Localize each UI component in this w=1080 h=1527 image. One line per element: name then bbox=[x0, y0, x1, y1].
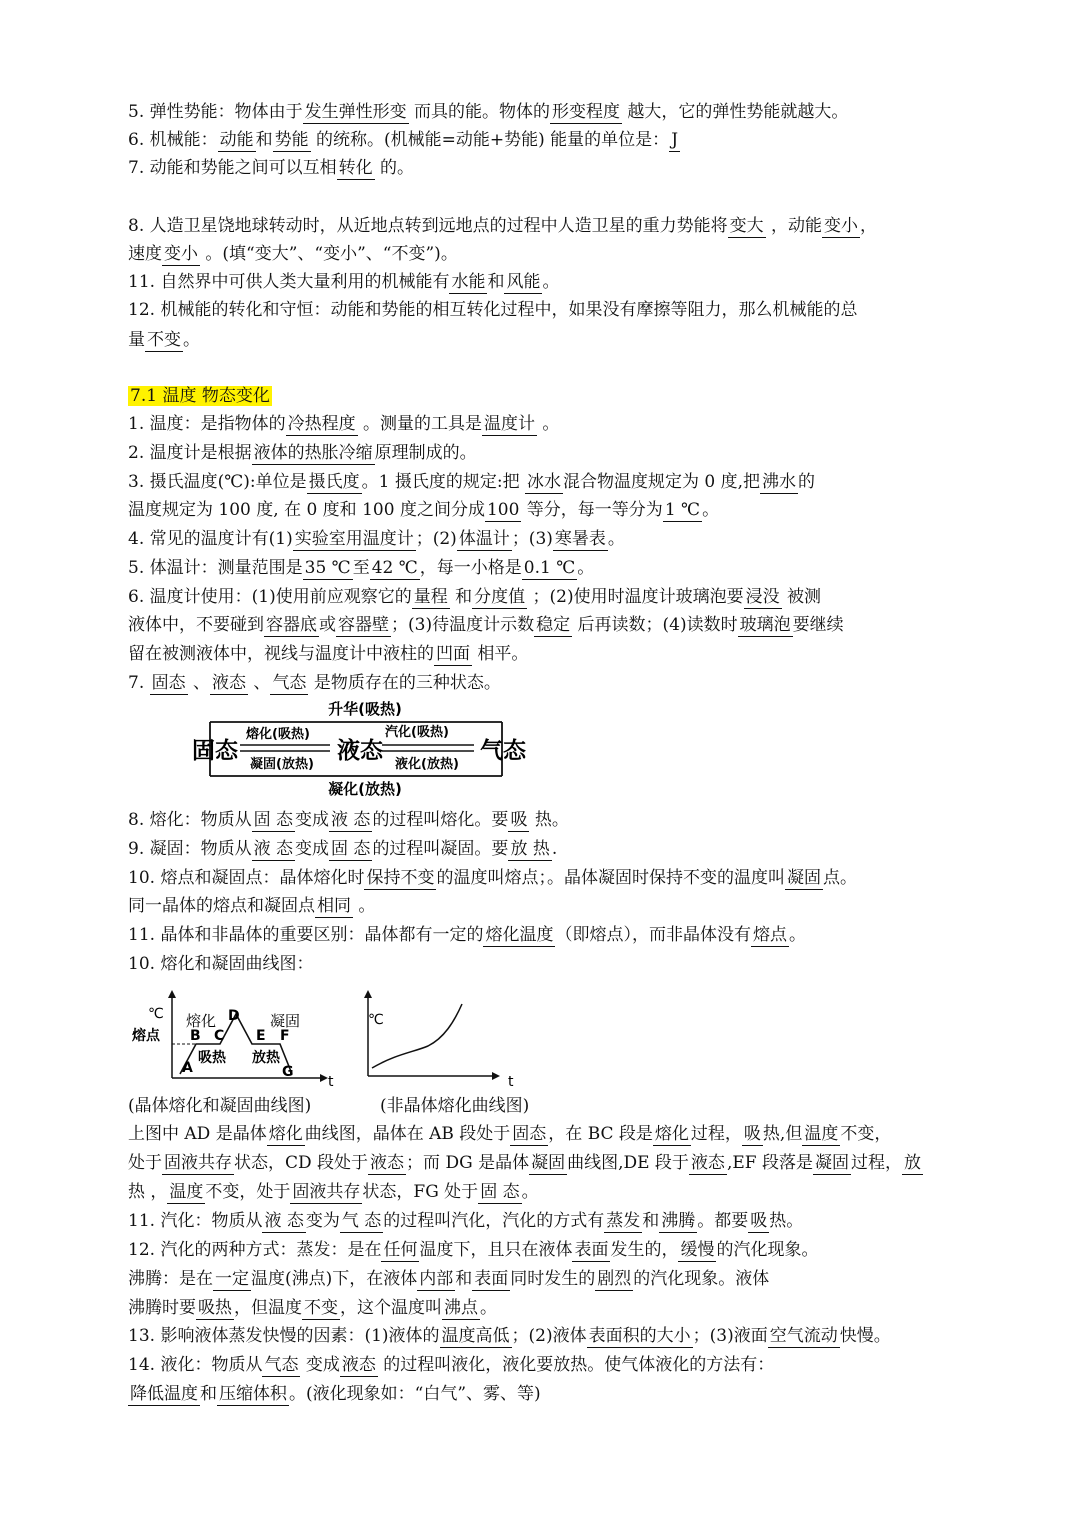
graph1-t: t bbox=[328, 1074, 334, 1088]
text-line bbox=[128, 642, 528, 666]
text-line bbox=[128, 1238, 818, 1262]
line-text: 和 bbox=[487, 272, 505, 292]
text-line bbox=[128, 1353, 774, 1377]
text-line bbox=[128, 894, 375, 918]
text-line bbox=[128, 498, 719, 522]
line-text: 状态，CD 段处于 bbox=[234, 1153, 369, 1173]
answer-blank: 沸腾 bbox=[661, 1211, 696, 1231]
graph1-unit: ℃ bbox=[148, 1006, 164, 1022]
answer-blank: 液态 bbox=[341, 1355, 376, 1375]
line-text: 2. 温度计是根据 bbox=[128, 443, 252, 463]
answer-blank: 100 bbox=[486, 500, 520, 520]
phase-solid-label: 固态 bbox=[192, 738, 238, 764]
answer-blank: J bbox=[671, 130, 679, 150]
line-text: 。(液化现象如：“白气”、雾、等) bbox=[289, 1384, 541, 1404]
line-text: 是物质存在的三种状态。 bbox=[308, 673, 501, 693]
line-text: 6. 温度计使用：(1)使用前应观察它的 bbox=[128, 587, 412, 607]
text-line bbox=[128, 1209, 803, 1233]
line-text: 和 bbox=[449, 587, 473, 607]
text-line bbox=[128, 214, 877, 238]
line-text: 11. 汽化：物质从 bbox=[128, 1211, 263, 1231]
answer-blank: 玻璃泡 bbox=[739, 615, 791, 635]
line-text: 留在被测液体中，视线与温度计中液柱的 bbox=[128, 644, 434, 664]
line-text: ，这个温度叫 bbox=[340, 1298, 442, 1318]
line-text: ；(2)使用时温度计玻璃泡要 bbox=[527, 587, 744, 607]
text-line bbox=[128, 270, 559, 294]
answer-blank: 发生弹性形变 bbox=[304, 102, 407, 122]
line-text: 速度 bbox=[128, 244, 162, 264]
line-text: 。 bbox=[537, 414, 560, 434]
text-line bbox=[128, 923, 806, 947]
line-text: 沸腾时要 bbox=[128, 1298, 196, 1318]
line-text: 6. 机械能： bbox=[128, 130, 218, 150]
line-text: 曲线图，晶体在 AB 段处于 bbox=[304, 1124, 511, 1144]
line-text: 的统称。(机械能=动能+势能) 能量的单位是： bbox=[310, 130, 670, 150]
line-text: 。 bbox=[607, 529, 625, 549]
line-text: 。 bbox=[577, 558, 595, 578]
line-text: 的过程叫熔化。要 bbox=[372, 810, 509, 830]
answer-blank: 表面 bbox=[574, 1240, 609, 1260]
line-text: 。都要 bbox=[697, 1211, 749, 1231]
answer-blank: 放 bbox=[903, 1153, 921, 1173]
answer-blank: 变大 bbox=[729, 216, 764, 236]
answer-blank: 液体的热胀冷缩 bbox=[253, 443, 373, 463]
answer-blank: 0.1 ℃ bbox=[523, 558, 576, 578]
answer-blank: 吸 bbox=[510, 810, 528, 830]
text-line bbox=[128, 128, 680, 152]
text-line bbox=[128, 156, 414, 180]
answer-blank: 摄氏度 bbox=[308, 472, 360, 492]
line-text: 8. 熔化：物质从 bbox=[128, 810, 252, 830]
text-line bbox=[128, 298, 857, 322]
line-text: ，但温度 bbox=[234, 1298, 302, 1318]
text-line bbox=[128, 100, 848, 124]
graph1-mp: 熔点 bbox=[132, 1028, 160, 1044]
line-text: 混合物温度规定为 0 度,把 bbox=[563, 472, 761, 492]
text-line bbox=[128, 242, 458, 266]
line-text: ；(3)待温度计示数 bbox=[391, 615, 535, 635]
answer-blank: 固态 bbox=[512, 1124, 547, 1144]
line-text: 和 bbox=[642, 1211, 660, 1231]
line-text: 3. 摄氏温度(℃):单位是 bbox=[128, 472, 307, 492]
answer-blank: 形变程度 bbox=[552, 102, 621, 122]
line-text: 5. 体温计：测量范围是 bbox=[128, 558, 303, 578]
line-text: 9. 凝固：物质从 bbox=[128, 839, 252, 859]
text-line bbox=[128, 613, 844, 637]
answer-blank: 凝固 bbox=[814, 1153, 849, 1173]
text-line bbox=[128, 671, 501, 695]
answer-blank: 任何 bbox=[383, 1240, 418, 1260]
line-text: 和 bbox=[455, 1269, 473, 1289]
line-text: 量 bbox=[128, 330, 145, 350]
text-line bbox=[128, 1324, 891, 1348]
line-text: 温度(沸点)下，在液体 bbox=[251, 1269, 418, 1289]
answer-blank: 吸 bbox=[750, 1211, 768, 1231]
line-text: 越大，它的弹性势能就越大。 bbox=[622, 102, 849, 122]
line-text: 等分，每一等分为 bbox=[521, 500, 663, 520]
graph1-freeze: 凝固 bbox=[270, 1012, 301, 1030]
line-text: 变成 bbox=[295, 810, 330, 830]
line-text: ；(2)液体 bbox=[511, 1326, 587, 1346]
line-text: 变为 bbox=[305, 1211, 340, 1231]
line-text: ，动能 bbox=[765, 216, 823, 236]
line-text: ，在 BC 段是 bbox=[548, 1124, 653, 1144]
graph1-caption: (晶体熔化和凝固曲线图) bbox=[128, 1096, 312, 1116]
answer-blank: 固 态 bbox=[480, 1182, 520, 1202]
line-text: 。(填“变大”、“变小”、“不变”)。 bbox=[200, 244, 458, 264]
graph2-unit: ℃ bbox=[368, 1012, 384, 1028]
answer-blank: 熔化 bbox=[654, 1124, 689, 1144]
line-text: 原理制成的。 bbox=[374, 443, 477, 463]
answer-blank: 气态 bbox=[264, 1355, 299, 1375]
line-text: ；(2) bbox=[415, 529, 457, 549]
answer-blank: 42 ℃ bbox=[371, 558, 418, 578]
answer-blank: 固液共存 bbox=[164, 1153, 232, 1173]
line-text: 和 bbox=[200, 1384, 217, 1404]
crystal-melting-graph bbox=[128, 988, 338, 1088]
answer-blank: 转化 bbox=[338, 158, 373, 178]
answer-blank: 熔化温度 bbox=[485, 925, 554, 945]
line-text: 。测量的工具是 bbox=[357, 414, 483, 434]
line-text: 的汽化现象。液体 bbox=[633, 1269, 770, 1289]
line-text: 12. 汽化的两种方式：蒸发：是在 bbox=[128, 1240, 382, 1260]
line-text: ；(3) bbox=[511, 529, 553, 549]
answer-blank: 固液共存 bbox=[292, 1182, 361, 1202]
answer-blank: 表面 bbox=[474, 1269, 509, 1289]
section-title-text: 7.1 温度 物态变化 bbox=[130, 386, 270, 406]
amorphous-melting-graph bbox=[356, 988, 526, 1088]
answer-blank: 体温计 bbox=[458, 529, 510, 549]
line-text: 14. 液化：物质从 bbox=[128, 1355, 263, 1375]
line-text: 液体中，不要碰到 bbox=[128, 615, 264, 635]
freeze-label: 凝固(放热) bbox=[250, 757, 314, 772]
line-text: 12. 机械能的转化和守恒：动能和势能的相互转化过程中，如果没有摩擦等阻力，那么机械能的总 bbox=[128, 300, 858, 320]
line-text: 。 bbox=[183, 330, 200, 350]
answer-blank: 水能 bbox=[451, 272, 486, 292]
line-text: 过程， bbox=[850, 1153, 902, 1173]
answer-blank: 内部 bbox=[419, 1269, 454, 1289]
line-text: 13. 影响液体蒸发快慢的因素：(1)液体的 bbox=[128, 1326, 440, 1346]
line-text: 变成 bbox=[300, 1355, 340, 1375]
graph1-absorb: 吸热 bbox=[198, 1050, 226, 1066]
answer-blank: 吸 bbox=[743, 1124, 761, 1144]
answer-blank: 液 态 bbox=[264, 1211, 304, 1231]
answer-blank: 温度 bbox=[169, 1182, 204, 1202]
answer-blank: 保持不变 bbox=[366, 868, 435, 888]
text-line bbox=[128, 837, 557, 861]
answer-blank: 放 热 bbox=[510, 839, 550, 859]
answer-blank: 分度值 bbox=[474, 587, 526, 607]
graph2-caption: (非晶体熔化曲线图) bbox=[380, 1096, 530, 1116]
line-text: 7. bbox=[128, 673, 150, 693]
phase-top-label: 升华(吸热) bbox=[328, 700, 402, 718]
answer-blank: 空气流动 bbox=[769, 1326, 838, 1346]
answer-blank: 1 ℃ bbox=[664, 500, 701, 520]
line-text: 后再读数；(4)读数时 bbox=[572, 615, 738, 635]
graph1-melt: 熔化 bbox=[186, 1012, 217, 1030]
answer-blank: 凝固 bbox=[531, 1153, 566, 1173]
line-text: （即熔点），而非晶体没有 bbox=[555, 925, 751, 945]
answer-blank: 剧烈 bbox=[597, 1269, 632, 1289]
answer-blank: 降低温度 bbox=[130, 1384, 198, 1404]
answer-blank: 风能 bbox=[506, 272, 541, 292]
line-text: . bbox=[551, 839, 558, 859]
text-line bbox=[128, 470, 815, 494]
line-text: 。 bbox=[702, 500, 720, 520]
phase-gas-label: 气态 bbox=[480, 738, 526, 764]
answer-blank: 不变 bbox=[304, 1298, 338, 1318]
line-text: 11. 自然界中可供人类大量利用的机械能有 bbox=[128, 272, 450, 292]
answer-blank: 温度计 bbox=[484, 414, 536, 434]
line-text: 上图中 AD 是晶体 bbox=[128, 1124, 267, 1144]
answer-blank: 冰水 bbox=[527, 472, 561, 492]
phase-change-diagram bbox=[190, 698, 530, 800]
line-text: 相平。 bbox=[472, 644, 529, 664]
line-text: 温度下，且只在液体 bbox=[419, 1240, 573, 1260]
answer-blank: 缓慢 bbox=[680, 1240, 715, 1260]
line-text: 、 bbox=[187, 673, 211, 693]
text-line bbox=[128, 1296, 497, 1320]
line-text: 同一晶体的熔点和凝固点 bbox=[128, 896, 315, 916]
line-text: 。 bbox=[353, 896, 376, 916]
answer-blank: 不变 bbox=[147, 330, 181, 350]
text-line bbox=[128, 441, 477, 465]
text-line bbox=[128, 952, 313, 976]
answer-blank: 实验室用温度计 bbox=[294, 529, 414, 549]
melt-label: 熔化(吸热) bbox=[246, 727, 310, 742]
answer-blank: 凝固 bbox=[786, 868, 821, 888]
line-text: ，每一小格是 bbox=[419, 558, 522, 578]
point-B: B bbox=[190, 1028, 201, 1044]
text-line bbox=[128, 866, 857, 890]
answer-blank: 相同 bbox=[317, 896, 351, 916]
answer-blank: 变小 bbox=[164, 244, 198, 264]
line-text: ， bbox=[860, 216, 878, 236]
line-text: 热。 bbox=[769, 1211, 804, 1231]
line-text: 的温度叫熔点；。晶体凝固时保持不变的温度叫 bbox=[436, 868, 785, 888]
line-text: 、 bbox=[248, 673, 271, 693]
line-text: 处于 bbox=[128, 1153, 162, 1173]
condense-label: 液化(放热) bbox=[395, 757, 459, 772]
line-text: 要继续 bbox=[792, 615, 844, 635]
phase-liquid-label: 液态 bbox=[337, 738, 383, 764]
line-text: 而具的能。物体的 bbox=[408, 102, 551, 122]
line-text: 10. 熔化和凝固曲线图： bbox=[128, 954, 314, 974]
answer-blank: 量程 bbox=[413, 587, 448, 607]
line-text: 变成 bbox=[295, 839, 330, 859]
answer-blank: 气态 bbox=[272, 673, 307, 693]
line-text: 11. 晶体和非晶体的重要区别：晶体都有一定的 bbox=[128, 925, 484, 945]
phase-bottom-label: 凝化(放热) bbox=[328, 780, 402, 798]
text-line bbox=[128, 808, 569, 832]
point-G: G bbox=[282, 1064, 294, 1080]
line-text: 5. 弹性势能：物体由于 bbox=[128, 102, 303, 122]
point-C: C bbox=[214, 1028, 225, 1044]
answer-blank: 沸点 bbox=[444, 1298, 478, 1318]
line-text: 和 bbox=[255, 130, 273, 150]
answer-blank: 固 态 bbox=[253, 810, 294, 830]
line-text: 的 bbox=[798, 472, 816, 492]
line-text: 。 bbox=[480, 1298, 497, 1318]
text-line bbox=[128, 328, 200, 352]
answer-blank: 液态 bbox=[690, 1153, 725, 1173]
line-text: 发生的， bbox=[610, 1240, 679, 1260]
answer-blank: 凹面 bbox=[436, 644, 470, 664]
point-E: E bbox=[256, 1028, 266, 1044]
answer-blank: 蒸发 bbox=[606, 1211, 641, 1231]
line-text: 沸腾：是在 bbox=[128, 1269, 213, 1289]
graph1-release: 放热 bbox=[252, 1050, 280, 1066]
point-D: D bbox=[228, 1008, 240, 1024]
line-text: 热 ， bbox=[128, 1182, 168, 1202]
text-line bbox=[128, 1267, 769, 1291]
line-text: 的。 bbox=[374, 158, 415, 178]
answer-blank: 变小 bbox=[824, 216, 859, 236]
text-line bbox=[128, 585, 821, 609]
line-text: 的汽化现象。 bbox=[716, 1240, 819, 1260]
answer-blank: 表面积的大小 bbox=[588, 1326, 691, 1346]
text-line bbox=[128, 1180, 539, 1204]
answer-blank: 液 态 bbox=[253, 839, 294, 859]
line-text: 或 bbox=[319, 615, 336, 635]
answer-blank: 固态 bbox=[151, 673, 186, 693]
line-text: 的过程叫汽化，汽化的方式有 bbox=[383, 1211, 605, 1231]
answer-blank: 稳定 bbox=[536, 615, 571, 635]
line-text: 过程， bbox=[690, 1124, 742, 1144]
answer-blank: 液态 bbox=[370, 1153, 405, 1173]
line-text: 的过程叫凝固。要 bbox=[372, 839, 509, 859]
text-line bbox=[128, 556, 594, 580]
answer-blank: 动能 bbox=[219, 130, 254, 150]
line-text: 。 bbox=[788, 925, 806, 945]
line-text: 同时发生的 bbox=[510, 1269, 596, 1289]
line-text: 至 bbox=[352, 558, 370, 578]
text-line bbox=[128, 1382, 541, 1406]
answer-blank: 液 态 bbox=[331, 810, 371, 830]
answer-blank: 熔点 bbox=[752, 925, 787, 945]
answer-blank: 液态 bbox=[212, 673, 247, 693]
graph2-t: t bbox=[508, 1074, 514, 1088]
answer-blank: 势能 bbox=[274, 130, 309, 150]
answer-blank: 温度 bbox=[804, 1124, 839, 1144]
line-text: 7. 动能和势能之间可以互相 bbox=[128, 158, 337, 178]
answer-blank: 气 态 bbox=[341, 1211, 382, 1231]
line-text: 不变， bbox=[840, 1124, 892, 1144]
line-text: 。1 摄氏度的规定:把 bbox=[361, 472, 525, 492]
answer-blank: 熔化 bbox=[268, 1124, 303, 1144]
line-text: 快慢。 bbox=[839, 1326, 891, 1346]
answer-blank: 沸水 bbox=[762, 472, 797, 492]
answer-blank: 冷热程度 bbox=[287, 414, 356, 434]
section-title bbox=[128, 384, 272, 408]
text-line bbox=[128, 1122, 891, 1146]
line-text: 10. 熔点和凝固点：晶体熔化时 bbox=[128, 868, 365, 888]
line-text: 温度规定为 100 度, 在 0 度和 100 度之间分成 bbox=[128, 500, 485, 520]
text-line bbox=[128, 1151, 923, 1175]
answer-blank: 容器壁 bbox=[338, 615, 389, 635]
line-text: 状态，FG 处于 bbox=[362, 1182, 479, 1202]
line-text: ,EF 段落是 bbox=[726, 1153, 813, 1173]
line-text: ；(3)液面 bbox=[692, 1326, 768, 1346]
text-line bbox=[128, 527, 625, 551]
line-text: 曲线图,DE 段于 bbox=[567, 1153, 689, 1173]
line-text: 热。 bbox=[529, 810, 569, 830]
answer-blank: 压缩体积 bbox=[219, 1384, 287, 1404]
line-text: 4. 常见的温度计有(1) bbox=[128, 529, 293, 549]
answer-blank: 浸没 bbox=[745, 587, 780, 607]
vapor-label: 汽化(吸热) bbox=[385, 725, 449, 740]
line-text: 不变，处于 bbox=[205, 1182, 291, 1202]
line-text: 被测 bbox=[781, 587, 822, 607]
line-text: 点。 bbox=[822, 868, 857, 888]
point-A: A bbox=[182, 1060, 193, 1076]
line-text: ；而 DG 是晶体 bbox=[406, 1153, 530, 1173]
answer-blank: 容器底 bbox=[266, 615, 317, 635]
answer-blank: 温度高低 bbox=[441, 1326, 510, 1346]
line-text: 的过程叫液化，液化要放热。使气体液化的方法有： bbox=[377, 1355, 775, 1375]
answer-blank: 一定 bbox=[215, 1269, 249, 1289]
answer-blank: 寒暑表 bbox=[554, 529, 606, 549]
line-text: 。 bbox=[521, 1182, 539, 1202]
answer-blank: 35 ℃ bbox=[304, 558, 351, 578]
line-text: 。 bbox=[542, 272, 560, 292]
answer-blank: 固 态 bbox=[331, 839, 371, 859]
text-line bbox=[128, 412, 559, 436]
line-text: 8. 人造卫星饶地球转动时，从近地点转到远地点的过程中人造卫星的重力势能将 bbox=[128, 216, 728, 236]
point-F: F bbox=[280, 1028, 290, 1044]
line-text: 热,但 bbox=[762, 1124, 803, 1144]
answer-blank: 吸热 bbox=[198, 1298, 232, 1318]
line-text: 1. 温度：是指物体的 bbox=[128, 414, 286, 434]
